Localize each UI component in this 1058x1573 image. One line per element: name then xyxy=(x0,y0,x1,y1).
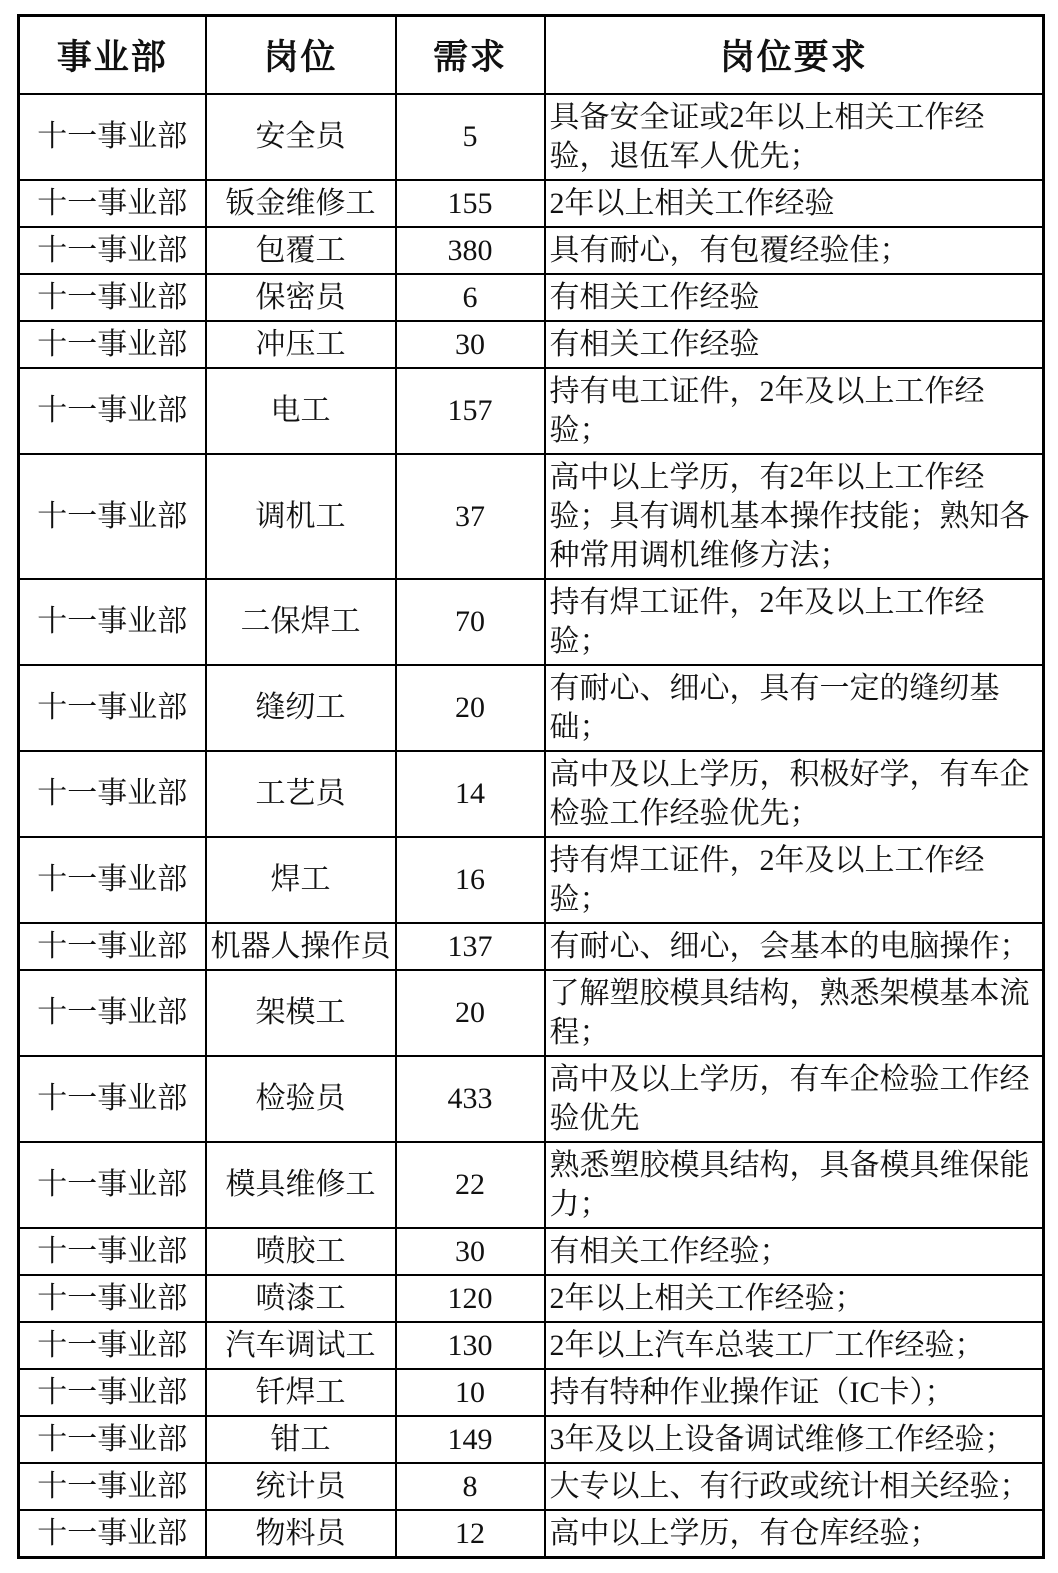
division-cell: 十一事业部 xyxy=(19,1142,206,1228)
table-row xyxy=(19,751,1044,837)
requirement-cell: 有相关工作经验； xyxy=(545,1228,1044,1275)
requirement-cell: 有耐心、细心，会基本的电脑操作； xyxy=(545,923,1044,970)
requirement-cell: 高中以上学历，有仓库经验； xyxy=(545,1510,1044,1558)
demand-cell: 12 xyxy=(396,1510,545,1558)
demand-cell: 14 xyxy=(396,751,545,837)
position-cell: 保密员 xyxy=(206,274,396,321)
table-row xyxy=(19,1510,1044,1558)
table-row xyxy=(19,665,1044,751)
demand-cell: 149 xyxy=(396,1416,545,1463)
recruitment-table xyxy=(17,14,1045,1559)
division-cell: 十一事业部 xyxy=(19,1510,206,1558)
position-cell: 喷漆工 xyxy=(206,1275,396,1322)
table-row xyxy=(19,368,1044,454)
division-cell: 十一事业部 xyxy=(19,665,206,751)
table-row xyxy=(19,321,1044,368)
demand-cell: 380 xyxy=(396,227,545,274)
demand-cell: 155 xyxy=(396,180,545,227)
demand-cell: 157 xyxy=(396,368,545,454)
table-row xyxy=(19,1322,1044,1369)
requirement-cell: 有耐心、细心，具有一定的缝纫基础； xyxy=(545,665,1044,751)
requirement-cell: 2年以上相关工作经验 xyxy=(545,180,1044,227)
table-row xyxy=(19,1275,1044,1322)
requirement-cell: 2年以上汽车总装工厂工作经验； xyxy=(545,1322,1044,1369)
table-row xyxy=(19,180,1044,227)
position-cell: 钳工 xyxy=(206,1416,396,1463)
table-row xyxy=(19,579,1044,665)
requirement-cell: 熟悉塑胶模具结构，具备模具维保能力； xyxy=(545,1142,1044,1228)
requirement-cell: 具有耐心，有包覆经验佳； xyxy=(545,227,1044,274)
requirement-cell: 3年及以上设备调试维修工作经验； xyxy=(545,1416,1044,1463)
division-cell: 十一事业部 xyxy=(19,923,206,970)
demand-cell: 6 xyxy=(396,274,545,321)
division-cell: 十一事业部 xyxy=(19,1463,206,1510)
table-row xyxy=(19,454,1044,579)
division-cell: 十一事业部 xyxy=(19,227,206,274)
demand-cell: 20 xyxy=(396,665,545,751)
demand-cell: 137 xyxy=(396,923,545,970)
demand-cell: 433 xyxy=(396,1056,545,1142)
requirement-cell: 高中及以上学历，有车企检验工作经验优先 xyxy=(545,1056,1044,1142)
demand-cell: 16 xyxy=(396,837,545,923)
division-cell: 十一事业部 xyxy=(19,970,206,1056)
requirement-cell: 持有电工证件，2年及以上工作经验； xyxy=(545,368,1044,454)
header-requirement: 岗位要求 xyxy=(545,16,1044,94)
division-cell: 十一事业部 xyxy=(19,368,206,454)
table-body xyxy=(19,94,1044,1558)
demand-cell: 8 xyxy=(396,1463,545,1510)
position-cell: 冲压工 xyxy=(206,321,396,368)
division-cell: 十一事业部 xyxy=(19,1056,206,1142)
position-cell: 缝纫工 xyxy=(206,665,396,751)
demand-cell: 20 xyxy=(396,970,545,1056)
demand-cell: 30 xyxy=(396,1228,545,1275)
requirement-cell: 有相关工作经验 xyxy=(545,321,1044,368)
table-header xyxy=(19,16,1044,94)
requirement-cell: 持有特种作业操作证（IC卡）； xyxy=(545,1369,1044,1416)
division-cell: 十一事业部 xyxy=(19,1322,206,1369)
division-cell: 十一事业部 xyxy=(19,1275,206,1322)
position-cell: 焊工 xyxy=(206,837,396,923)
requirement-cell: 高中以上学历，有2年以上工作经验；具有调机基本操作技能；熟知各种常用调机维修方法； xyxy=(545,454,1044,579)
requirement-cell: 持有焊工证件，2年及以上工作经验； xyxy=(545,837,1044,923)
demand-cell: 130 xyxy=(396,1322,545,1369)
position-cell: 物料员 xyxy=(206,1510,396,1558)
position-cell: 喷胶工 xyxy=(206,1228,396,1275)
division-cell: 十一事业部 xyxy=(19,454,206,579)
header-division: 事业部 xyxy=(19,16,206,94)
requirement-cell: 持有焊工证件，2年及以上工作经验； xyxy=(545,579,1044,665)
division-cell: 十一事业部 xyxy=(19,180,206,227)
table-row xyxy=(19,94,1044,180)
division-cell: 十一事业部 xyxy=(19,579,206,665)
position-cell: 安全员 xyxy=(206,94,396,180)
table-row xyxy=(19,1369,1044,1416)
demand-cell: 37 xyxy=(396,454,545,579)
table-row xyxy=(19,1463,1044,1510)
position-cell: 二保焊工 xyxy=(206,579,396,665)
table-row xyxy=(19,1228,1044,1275)
header-position: 岗位 xyxy=(206,16,396,94)
requirement-cell: 2年以上相关工作经验； xyxy=(545,1275,1044,1322)
header-row xyxy=(19,16,1044,94)
position-cell: 钎焊工 xyxy=(206,1369,396,1416)
requirement-cell: 大专以上、有行政或统计相关经验； xyxy=(545,1463,1044,1510)
demand-cell: 120 xyxy=(396,1275,545,1322)
requirement-cell: 具备安全证或2年以上相关工作经验，退伍军人优先； xyxy=(545,94,1044,180)
position-cell: 调机工 xyxy=(206,454,396,579)
position-cell: 电工 xyxy=(206,368,396,454)
position-cell: 检验员 xyxy=(206,1056,396,1142)
division-cell: 十一事业部 xyxy=(19,1416,206,1463)
requirement-cell: 了解塑胶模具结构，熟悉架模基本流程； xyxy=(545,970,1044,1056)
position-cell: 机器人操作员 xyxy=(206,923,396,970)
header-demand: 需求 xyxy=(396,16,545,94)
position-cell: 架模工 xyxy=(206,970,396,1056)
demand-cell: 5 xyxy=(396,94,545,180)
position-cell: 统计员 xyxy=(206,1463,396,1510)
position-cell: 工艺员 xyxy=(206,751,396,837)
table-row xyxy=(19,274,1044,321)
table-row xyxy=(19,923,1044,970)
table-row xyxy=(19,227,1044,274)
position-cell: 汽车调试工 xyxy=(206,1322,396,1369)
position-cell: 包覆工 xyxy=(206,227,396,274)
division-cell: 十一事业部 xyxy=(19,751,206,837)
table-row xyxy=(19,970,1044,1056)
position-cell: 模具维修工 xyxy=(206,1142,396,1228)
position-cell: 钣金维修工 xyxy=(206,180,396,227)
division-cell: 十一事业部 xyxy=(19,837,206,923)
division-cell: 十一事业部 xyxy=(19,274,206,321)
table-row xyxy=(19,837,1044,923)
demand-cell: 30 xyxy=(396,321,545,368)
table-row xyxy=(19,1416,1044,1463)
demand-cell: 70 xyxy=(396,579,545,665)
table-row xyxy=(19,1142,1044,1228)
requirement-cell: 有相关工作经验 xyxy=(545,274,1044,321)
table-row xyxy=(19,1056,1044,1142)
demand-cell: 22 xyxy=(396,1142,545,1228)
requirement-cell: 高中及以上学历，积极好学，有车企检验工作经验优先； xyxy=(545,751,1044,837)
division-cell: 十一事业部 xyxy=(19,94,206,180)
division-cell: 十一事业部 xyxy=(19,1228,206,1275)
division-cell: 十一事业部 xyxy=(19,1369,206,1416)
division-cell: 十一事业部 xyxy=(19,321,206,368)
demand-cell: 10 xyxy=(396,1369,545,1416)
